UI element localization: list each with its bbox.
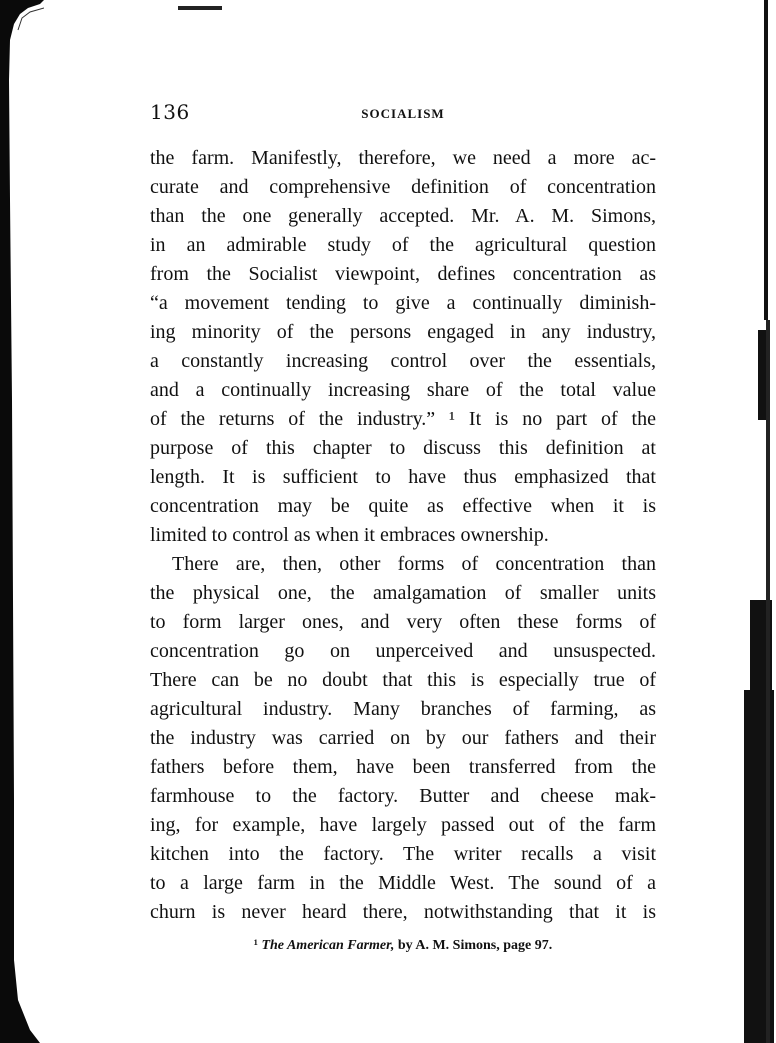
text-line: the farm. Manifestly, therefore, we need a more ac- [150,147,656,169]
text-line: purpose of this chapter to discuss this definition at [150,437,656,459]
text-line: There can be no doubt that this is especially true of [150,669,656,691]
footnote-marker: ¹ [253,938,258,953]
footnote-book-title: The American Farmer, [261,938,395,953]
page-header [150,100,656,126]
text-line: agricultural industry. Many branches of farming, as [150,698,656,720]
scan-right-edge [736,0,776,1043]
text-line: kitchen into the factory. The writer recalls a visit [150,843,656,865]
text-line: to a large farm in the Middle West. The sound of a [150,872,656,894]
text-line: “a movement tending to give a continually diminish- [150,292,656,314]
text-line: farmhouse to the factory. Butter and cheese mak- [150,785,656,807]
text-line: and a continually increasing share of the total value [150,379,656,401]
text-line: the industry was carried on by our fathers and their [150,727,656,749]
text-line: churn is never heard there, notwithstanding that it is [150,901,656,923]
footnote-citation: by A. M. Simons, page 97. [394,938,553,953]
text-line: limited to control as when it embraces ownership. [150,524,549,546]
text-line: to form larger ones, and very often these forms of [150,611,656,633]
paragraph-2 [150,550,656,927]
text-line: ing minority of the persons engaged in any industry, [150,321,656,343]
text-line: from the Socialist viewpoint, defines concentration as [150,263,656,285]
text-line: length. It is sufficient to have thus emphasized that [150,466,656,488]
text-line: There are, then, other forms of concentration than [172,553,656,575]
text-line: fathers before them, have been transferred from the [150,756,656,778]
text-line: concentration may be quite as effective when it is [150,495,656,517]
text-line: curate and comprehensive definition of concentration [150,176,656,198]
body-text [150,144,656,927]
scan-left-edge-shadow [0,0,44,1043]
text-line: ing, for example, have largely passed out of the farm [150,814,656,836]
text-line: concentration go on unperceived and unsuspected. [150,640,656,662]
text-line: the physical one, the amalgamation of smaller units [150,582,656,604]
paragraph-1 [150,144,656,550]
running-head: SOCIALISM [361,106,445,121]
text-line: than the one generally accepted. Mr. A. M. Simons, [150,205,656,227]
footnote [150,938,656,954]
text-line: in an admirable study of the agricultural question [150,234,656,256]
scan-top-mark [178,6,222,10]
page-number: 136 [150,100,190,124]
text-line-with-footnote-ref: of the returns of the industry.” ¹ It is no part of the [150,408,656,430]
text-line: a constantly increasing control over the essentials, [150,350,656,372]
